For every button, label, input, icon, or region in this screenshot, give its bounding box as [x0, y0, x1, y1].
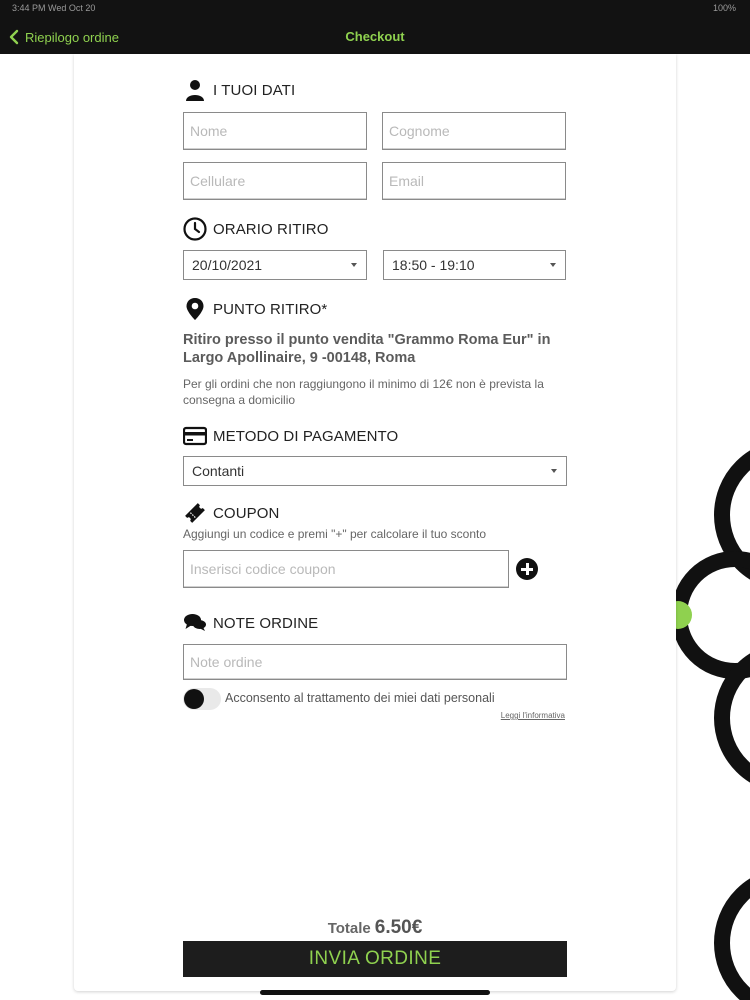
consent-label: Acconsento al trattamento dei miei dati personali	[225, 691, 495, 705]
privacy-policy-link[interactable]: Leggi l'informativa	[500, 711, 565, 720]
pickup-date-value: 20/10/2021	[192, 257, 263, 273]
section-heading: COUPON	[213, 504, 280, 522]
status-time: 3:44 PM Wed Oct 20	[12, 3, 96, 13]
submit-order-button[interactable]: INVIA ORDINE	[183, 941, 567, 977]
surname-input[interactable]	[382, 112, 566, 150]
map-pin-icon	[183, 297, 207, 321]
phone-input[interactable]	[183, 162, 367, 200]
section-heading: NOTE ORDINE	[213, 614, 319, 632]
total-label: Totale	[327, 920, 371, 937]
section-coupon	[183, 501, 279, 525]
add-coupon-button[interactable]	[516, 558, 538, 580]
chat-bubbles-icon	[183, 611, 207, 635]
back-label: Riepilogo ordine	[25, 29, 119, 45]
page-title: Checkout	[345, 29, 405, 44]
pickup-slot-select[interactable]	[383, 250, 566, 280]
coupon-input[interactable]	[183, 550, 509, 588]
pickup-date-select[interactable]	[183, 250, 367, 280]
navigation-bar	[0, 0, 750, 54]
ticket-icon	[183, 501, 207, 525]
section-payment	[183, 424, 398, 448]
name-input[interactable]	[183, 112, 367, 150]
section-personal-data	[183, 78, 295, 102]
order-total	[0, 917, 750, 939]
section-heading: PUNTO RITIRO*	[213, 300, 328, 318]
user-icon	[183, 78, 207, 102]
consent-toggle[interactable]	[183, 688, 221, 710]
payment-method-select[interactable]	[183, 456, 567, 486]
status-bar	[0, 0, 750, 16]
coupon-hint: Aggiungi un codice e premi "+" per calcolare il tuo sconto	[183, 527, 487, 541]
credit-card-icon	[183, 424, 207, 448]
section-order-notes	[183, 611, 318, 635]
home-indicator	[260, 990, 490, 995]
caret-down-icon	[550, 263, 556, 267]
caret-down-icon	[351, 263, 357, 267]
caret-down-icon	[551, 469, 557, 473]
toggle-knob	[184, 689, 204, 709]
clock-icon	[183, 217, 207, 241]
section-pickup-point	[183, 297, 327, 321]
section-heading: I TUOI DATI	[213, 81, 296, 99]
pickup-point-description: Ritiro presso il punto vendita "Grammo Roma Eur" in Largo Apollinaire, 9 -00148, Roma	[183, 332, 551, 366]
order-notes-input[interactable]	[183, 644, 567, 680]
section-heading: METODO DI PAGAMENTO	[213, 427, 399, 445]
email-input[interactable]	[382, 162, 566, 200]
section-pickup-time	[183, 217, 328, 241]
pickup-slot-value: 18:50 - 19:10	[392, 257, 475, 273]
payment-method-value: Contanti	[192, 463, 245, 479]
status-battery: 100%	[712, 3, 736, 13]
checkout-card	[74, 54, 676, 991]
pickup-point-note: Per gli ordini che non raggiungono il minimo di 12€ non è prevista la consegna a domicilio	[183, 377, 544, 407]
total-value: 6.50€	[374, 917, 423, 938]
section-heading: ORARIO RITIRO	[213, 220, 329, 238]
